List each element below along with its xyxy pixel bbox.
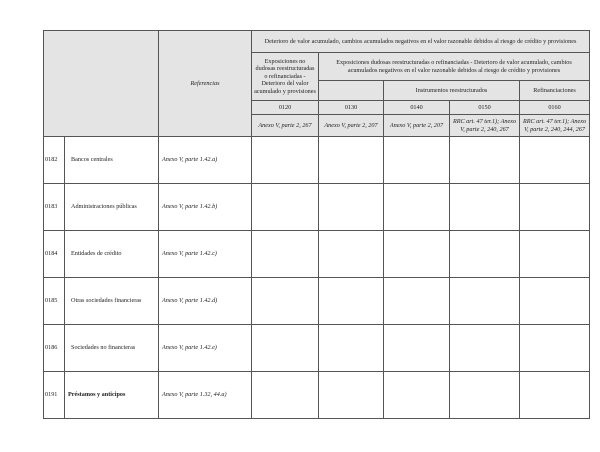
cell-0120[interactable]: [252, 184, 319, 231]
dudosas-group-header: Exposiciones dudosas reestructuradas o refinanciadas - Deterioro de valor acumulado, cambios acumulados negativos en el valor razonable debidos al riesgo de crédito y provisiones: [319, 53, 590, 81]
cell-0140[interactable]: [384, 278, 450, 325]
col-code-0160: 0160: [520, 101, 590, 115]
table-row: [44, 325, 590, 372]
row-label: Entidades de crédito: [65, 231, 159, 278]
row-label: Administraciones públicas: [65, 184, 159, 231]
row-reference: Anexo V, parte 1.42.c): [159, 231, 252, 278]
cell-0160[interactable]: [520, 137, 590, 184]
col-0140-header-blank: [319, 81, 384, 101]
table-row: [44, 137, 590, 184]
col-ref-0140: Anexo V, parte 2, 207: [384, 115, 450, 137]
row-reference: Anexo V, parte 1.32, 44.a): [159, 372, 252, 419]
cell-0150[interactable]: [450, 231, 520, 278]
col-ref-0120: Anexo V, parte 2, 267: [252, 115, 319, 137]
col-0160-header: Refinanciaciones: [520, 81, 590, 101]
cell-0150[interactable]: [450, 184, 520, 231]
regulatory-table-sheet: [43, 30, 589, 419]
col-code-0120: 0120: [252, 101, 319, 115]
cell-0130[interactable]: [319, 137, 384, 184]
cell-0120[interactable]: [252, 137, 319, 184]
row-reference: Anexo V, parte 1.42.a): [159, 137, 252, 184]
col-ref-0130: Anexo V, parte 2, 207: [319, 115, 384, 137]
row-label: Otras sociedades financieras: [65, 278, 159, 325]
table-row: [44, 278, 590, 325]
cell-0140[interactable]: [384, 231, 450, 278]
cell-0130[interactable]: [319, 325, 384, 372]
cell-0160[interactable]: [520, 184, 590, 231]
col-code-0140: 0140: [384, 101, 450, 115]
row-code: 0191: [44, 372, 65, 419]
row-code: 0182: [44, 137, 65, 184]
row-code: 0185: [44, 278, 65, 325]
col-code-0150: 0150: [450, 101, 520, 115]
col-code-0130: 0130: [319, 101, 384, 115]
row-code: 0183: [44, 184, 65, 231]
cell-0150[interactable]: [450, 278, 520, 325]
cell-0120[interactable]: [252, 372, 319, 419]
cell-0120[interactable]: [252, 325, 319, 372]
col-ref-0150: RRC art. 47 ter.1); Anexo V, parte 2, 240, 267: [450, 115, 520, 137]
row-code: 0184: [44, 231, 65, 278]
cell-0150[interactable]: [450, 137, 520, 184]
cell-0140[interactable]: [384, 325, 450, 372]
top-group-header: Deterioro de valor acumulado, cambios acumulados negativos en el valor razonable debidos al riesgo de crédito y provisiones: [252, 31, 590, 53]
cell-0140[interactable]: [384, 184, 450, 231]
cell-0130[interactable]: [319, 278, 384, 325]
col-0150-header: Instrumentos reestructurados: [384, 81, 520, 101]
forbearance-impairment-table: [43, 30, 590, 419]
col-ref-0160: RRC art. 47 ter.1); Anexo V, parte 2, 240, 244, 267: [520, 115, 590, 137]
cell-0150[interactable]: [450, 372, 520, 419]
table-row: [44, 231, 590, 278]
row-label: Préstamos y anticipos: [65, 372, 159, 419]
col-0130-header: Exposiciones no dudosas reestructuradas o refinanciadas - Deterioro del valor acumulado y provisiones: [252, 53, 319, 101]
cell-0160[interactable]: [520, 325, 590, 372]
row-code: 0186: [44, 325, 65, 372]
cell-0130[interactable]: [319, 184, 384, 231]
cell-0140[interactable]: [384, 372, 450, 419]
header-corner: [44, 31, 159, 137]
cell-0150[interactable]: [450, 325, 520, 372]
cell-0140[interactable]: [384, 137, 450, 184]
cell-0160[interactable]: [520, 372, 590, 419]
cell-0120[interactable]: [252, 231, 319, 278]
cell-0120[interactable]: [252, 278, 319, 325]
table-row: [44, 184, 590, 231]
cell-0130[interactable]: [319, 372, 384, 419]
cell-0130[interactable]: [319, 231, 384, 278]
row-label: Sociedades no financieras: [65, 325, 159, 372]
table-row: [44, 372, 590, 419]
references-header: Referencias: [159, 31, 252, 137]
row-reference: Anexo V, parte 1.42.d): [159, 278, 252, 325]
cell-0160[interactable]: [520, 231, 590, 278]
row-reference: Anexo V, parte 1.42.b): [159, 184, 252, 231]
row-label: Bancos centrales: [65, 137, 159, 184]
row-reference: Anexo V, parte 1.42.e): [159, 325, 252, 372]
cell-0160[interactable]: [520, 278, 590, 325]
